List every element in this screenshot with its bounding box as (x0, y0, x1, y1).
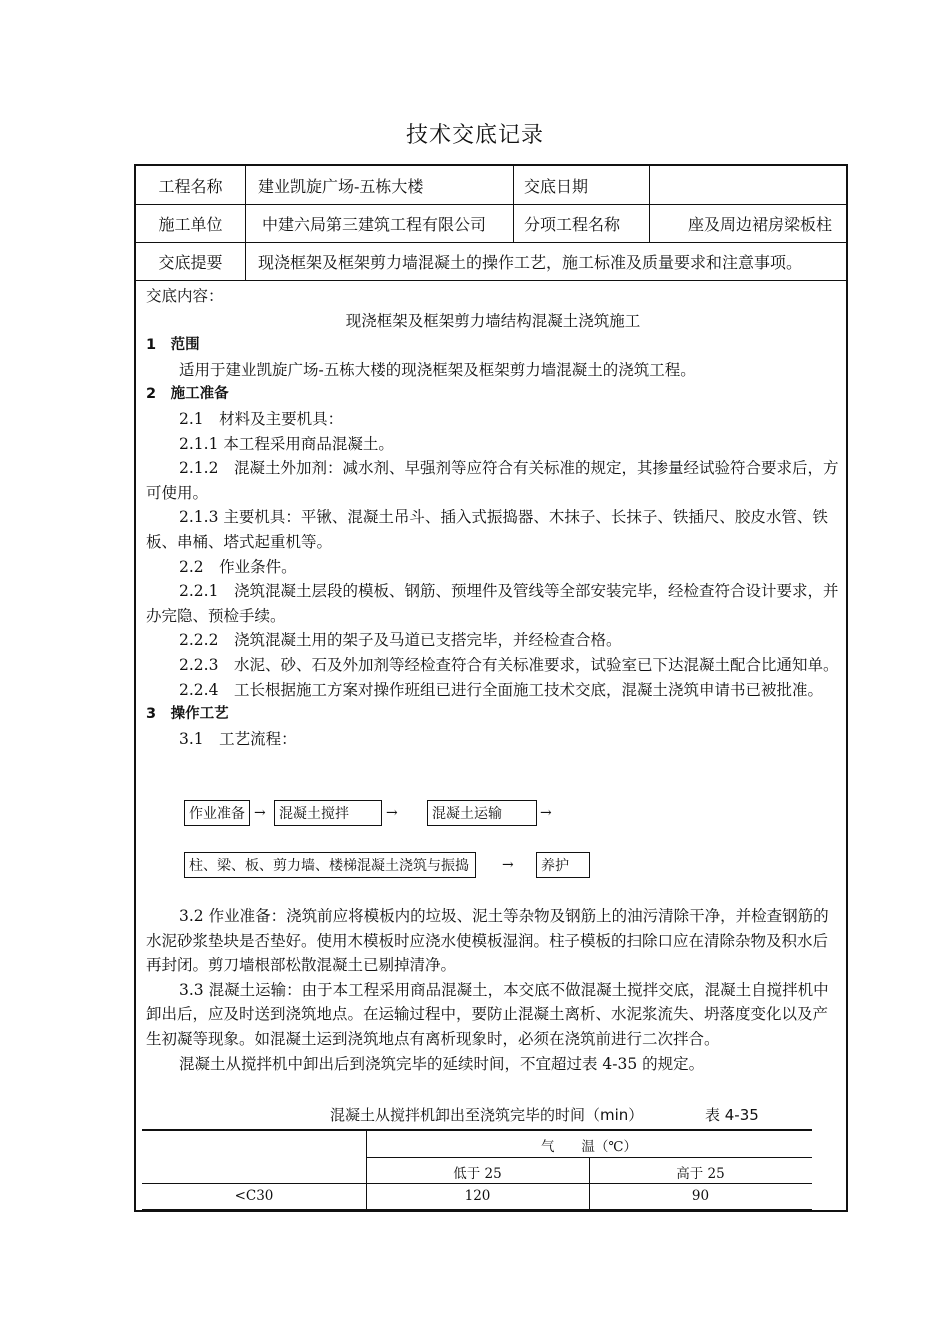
header-row-project (136, 166, 846, 205)
record-form (134, 164, 848, 1212)
flow-step-transport: 混凝土运输 (427, 800, 537, 826)
summary-label: 交底提要 (136, 242, 246, 280)
table-group-header: 气 温（℃） (540, 1139, 638, 1155)
section-3-3: 3.3 混凝土运输：由于本工程采用商品混凝土，本交底不做混凝土搅拌交底，混凝土自搅拌机中卸出后，应及时送到浇筑地点。在运输过程中，要防止混凝土离析、水泥浆流失、坍落度变化以及产生初凝等现象。如混凝土运到浇筑地点有离析现象时，必须在浇筑前进行二次拌合。 (146, 980, 829, 1048)
flow-step-cure: 养护 (536, 852, 590, 878)
section-3-3-note: 混凝土从搅拌机中卸出后到浇筑完毕的延续时间，不宜超过表 4-35 的规定。 (179, 1054, 705, 1073)
section-2-1-1: 2.1.1 本工程采用商品混凝土。 (179, 434, 394, 453)
subproject-label: 分项工程名称 (514, 204, 650, 242)
disclosure-content-continued (146, 904, 840, 1076)
section-2-2-3: 2.2.3 水泥、砂、石及外加剂等经检查符合有关标准要求，试验室已下达混凝土配合比通知单。 (179, 655, 839, 674)
table-col-above-25: 高于 25 (676, 1166, 725, 1182)
time-table (142, 1129, 812, 1211)
flow-arrow-icon: → (502, 857, 514, 873)
flow-step-prepare: 作业准备 (184, 800, 250, 826)
section-2-1: 2.1 材料及主要机具： (179, 409, 344, 428)
table-cell-high: 90 (691, 1188, 710, 1204)
process-flow (136, 796, 846, 886)
content-intro: 交底内容： (146, 287, 224, 305)
header-row-summary (136, 242, 846, 281)
disclosure-content (146, 284, 840, 751)
section-2-2: 2.2 作业条件。 (179, 557, 297, 576)
table-cell-grade: <C30 (234, 1188, 274, 1204)
page-title: 技术交底记录 (405, 123, 544, 148)
section-2-2-4: 2.2.4 工长根据施工方案对操作班组已进行全面施工技术交底，混凝土浇筑申请书已被批准。 (179, 680, 823, 699)
table-title: 混凝土从搅拌机卸出至浇筑完毕的时间（min） (330, 1106, 644, 1124)
flow-arrow-icon: → (540, 805, 552, 821)
contractor-value: 中建六局第三建筑工程有限公司 (246, 204, 514, 242)
section-2-heading: 2 施工准备 (146, 386, 229, 403)
section-3-2: 3.2 作业准备：浇筑前应将模板内的垃圾、泥土等杂物及钢筋上的油污清除干净，并检查钢筋的水泥砂浆垫块是否垫好。使用木模板时应浇水使模板湿润。柱子模板的扫除口应在清除杂物及积水后再封闭。剪刀墙根部松散混凝土已剔掉清净。 (146, 907, 829, 975)
section-1-text: 适用于建业凯旋广场-五栋大楼的现浇框架及框架剪力墙混凝土的浇筑工程。 (179, 360, 696, 379)
flow-arrow-icon: → (386, 805, 398, 821)
table-col-below-25: 低于 25 (453, 1166, 502, 1182)
subproject-value: 座及周边裙房梁板柱 (687, 214, 832, 234)
table-cell-low: 120 (464, 1188, 491, 1204)
section-3-1: 3.1 工艺流程： (179, 729, 297, 748)
project-name-value: 建业凯旋广场-五栋大楼 (246, 166, 514, 204)
summary-value: 现浇框架及框架剪力墙混凝土的操作工艺，施工标准及质量要求和注意事项。 (258, 252, 803, 272)
section-2-1-3: 2.1.3 主要机具：平锹、混凝土吊斗、插入式振捣器、木抹子、长抹子、铁插尺、胶皮水管、铁板、串桶、塔式起重机等。 (146, 508, 828, 551)
table-number: 表 4-35 (705, 1106, 759, 1124)
section-2-2-1: 2.2.1 浇筑混凝土层段的模板、钢筋、预埋件及管线等全部安装完毕，经检查符合设计要求，并办完隐、预检手续。 (146, 582, 839, 625)
flow-step-mix: 混凝土搅拌 (274, 800, 382, 826)
section-2-1-2: 2.1.2 混凝土外加剂：减水剂、早强剂等应符合有关标准的规定，其掺量经试验符合要求后，方可使用。 (146, 459, 839, 502)
project-name-label: 工程名称 (136, 166, 246, 204)
flow-arrow-icon: → (254, 805, 266, 821)
section-1-heading: 1 范围 (146, 337, 200, 354)
date-value (650, 166, 846, 204)
section-2-2-2: 2.2.2 浇筑混凝土用的架子及马道已支搭完毕，并经检查合格。 (179, 631, 622, 650)
content-doc-title: 现浇框架及框架剪力墙结构混凝土浇筑施工 (345, 311, 641, 330)
flow-step-pour: 柱、梁、板、剪力墙、楼梯混凝土浇筑与振捣 (184, 852, 476, 878)
header-row-contractor (136, 204, 846, 243)
date-label: 交底日期 (514, 166, 650, 204)
section-3-heading: 3 操作工艺 (146, 706, 229, 723)
contractor-label: 施工单位 (136, 204, 246, 242)
